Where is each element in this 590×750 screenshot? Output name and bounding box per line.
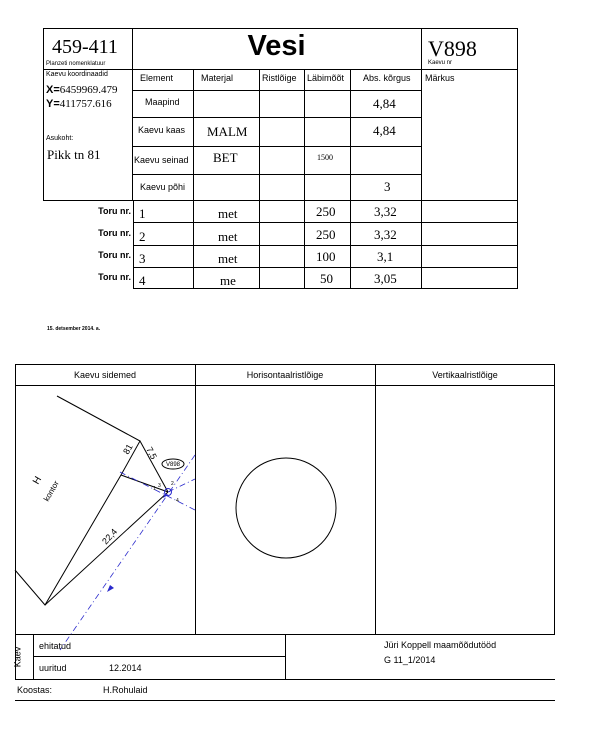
pipe-material: met — [218, 229, 238, 244]
pipe-num: 2 — [171, 481, 174, 487]
well-tag: V898 — [165, 462, 181, 468]
pipe-diameter: 250 — [316, 227, 336, 242]
pipe-number: 3 — [139, 251, 146, 266]
pipe-height: 3,1 — [377, 249, 394, 264]
footer-surveyed-value: 12.2014 — [109, 663, 142, 673]
sheet-caption: Planzeti nomenklatuur — [46, 61, 106, 67]
pipe-number: 4 — [139, 273, 146, 288]
coord-x-label: X= — [46, 84, 60, 96]
pipe-label: Toru nr. — [98, 228, 131, 238]
footer-side-label: Kaev — [12, 646, 23, 668]
arrow-icon — [107, 585, 114, 592]
dim-label-81: 81 — [121, 442, 135, 456]
col-header-cross: Ristlõige — [262, 73, 297, 83]
row-element: Maapind — [145, 97, 180, 107]
row-material: BET — [213, 150, 238, 165]
building-outline — [15, 396, 140, 605]
pipe-height: 3,32 — [374, 204, 397, 219]
col-header-material: Materjal — [201, 73, 234, 83]
footer-built-label: ehitatud — [39, 641, 72, 651]
pipe-line-branch — [120, 472, 195, 510]
horizontal-section-circle — [236, 458, 336, 558]
row-material: MALM — [207, 124, 248, 139]
row-diameter: 1500 — [317, 153, 333, 162]
col-header-element: Element — [140, 73, 174, 83]
pipe-num: 1 — [153, 486, 156, 492]
footer-company: Jüri Koppell maamõõdutööd — [384, 640, 497, 650]
pipe-line-main — [60, 455, 195, 650]
col-header-height: Abs. kõrgus — [363, 73, 411, 83]
col-header-remarks: Märkus — [425, 73, 455, 83]
pipe-label: Toru nr. — [98, 272, 131, 282]
pipe-height: 3,32 — [374, 227, 397, 242]
col-header-diameter: Läbimõõt — [307, 73, 345, 83]
pipe-material: met — [218, 206, 238, 221]
row-height: 3 — [384, 179, 391, 194]
footer-author-value: H.Rohulaid — [103, 685, 148, 695]
col-title-horizontal: Horisontaalristlõige — [246, 370, 324, 380]
page-title: Vesi — [247, 30, 306, 62]
well-number: V898 — [428, 36, 477, 61]
pipe-diameter: 100 — [316, 249, 336, 264]
coord-y-label: Y= — [46, 98, 60, 110]
pipe-label: Toru nr. — [98, 250, 131, 260]
row-element: Kaevu seinad — [134, 155, 189, 165]
coord-y-value: 411757.616 — [59, 98, 112, 110]
pipe-material: met — [218, 251, 238, 266]
dim-label-224: 22,4 — [100, 526, 120, 547]
sheet-number: 459-411 — [52, 36, 118, 58]
pipe-diameter: 250 — [316, 204, 336, 219]
building-label: H — [31, 474, 45, 487]
row-element: Kaevu kaas — [138, 125, 186, 135]
footer-author-label: Koostas: — [17, 685, 53, 695]
dim-label-75: 7,5 — [144, 445, 159, 461]
pipe-num: 4 — [176, 498, 179, 504]
pipe-number: 2 — [139, 229, 146, 244]
document-date: 15. detsember 2014. a. — [47, 326, 101, 332]
pipe-material: me — [220, 273, 236, 288]
location-value: Pikk tn 81 — [47, 147, 101, 162]
location-label: Asukoht: — [46, 135, 74, 142]
pipe-num: 3 — [158, 483, 161, 489]
row-height: 4,84 — [373, 123, 396, 138]
pipe-diameter: 50 — [320, 271, 333, 286]
coords-label: Kaevu koordinaadid — [46, 71, 108, 78]
tie-line-224 — [45, 492, 168, 605]
row-height: 4,84 — [373, 96, 396, 111]
well-caption: Kaevu nr — [428, 60, 453, 66]
row-element: Kaevu põhi — [140, 182, 186, 192]
footer-surveyed-label: uuritud — [39, 663, 67, 673]
coord-x-value: 6459969.479 — [59, 84, 118, 96]
pipe-number: 1 — [139, 206, 146, 221]
pipe-label: Toru nr. — [98, 206, 131, 216]
tie-line-75 — [121, 475, 168, 492]
footer-job-code: G 11_1/2014 — [384, 655, 436, 665]
pipe-height: 3,05 — [374, 271, 397, 286]
col-title-ties: Kaevu sidemed — [73, 370, 137, 380]
building-sublabel: kontor — [41, 479, 61, 503]
col-title-vertical: Vertikaalristlõige — [432, 370, 498, 380]
